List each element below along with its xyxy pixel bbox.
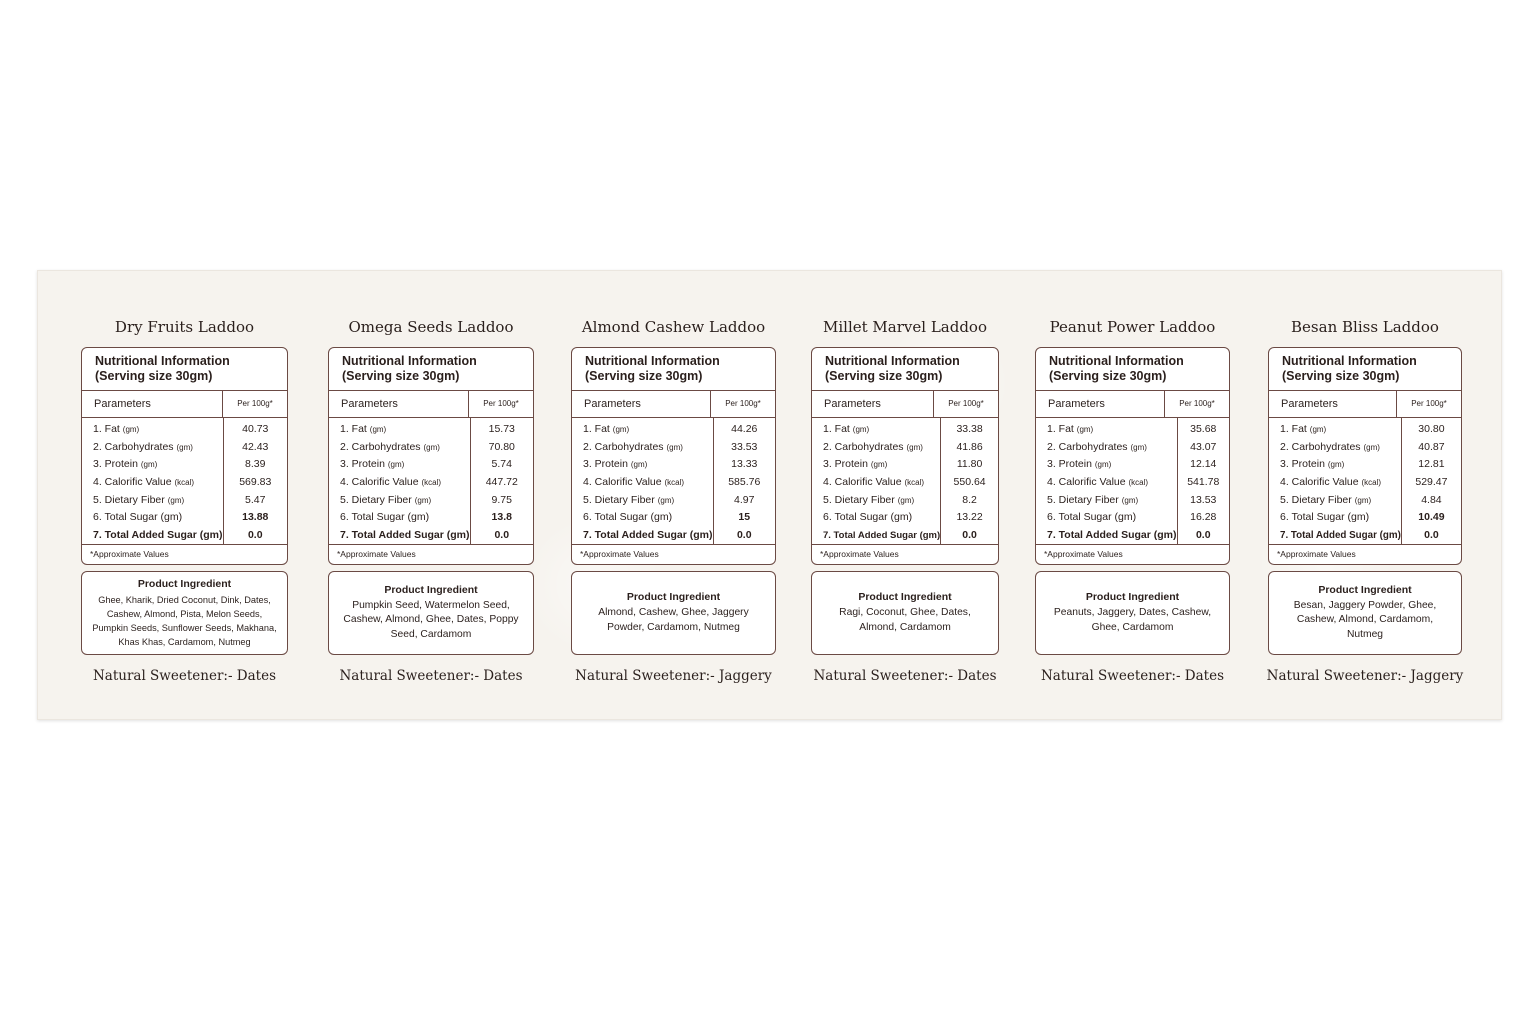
approximate-note: *Approximate Values — [1044, 549, 1123, 559]
ingredient-list: Almond, Cashew, Ghee, Jaggery Powder, Cardamom, Nutmeg — [598, 607, 749, 633]
ingredient-list: Pumpkin Seed, Watermelon Seed, Cashew, Almond, Ghee, Dates, Poppy Seed, Cardamom — [343, 599, 519, 640]
ingredient-box — [1035, 571, 1230, 655]
row-added-sugar-value: 0.0 — [1424, 529, 1439, 542]
row-protein-label: 3. Protein (gm) — [1047, 458, 1112, 471]
row-fat-label: 1. Fat (gm) — [1280, 423, 1327, 435]
row-total-sugar-label: 6. Total Sugar (gm) — [1047, 511, 1137, 524]
nutrition-rows — [572, 418, 775, 545]
nutrition-table — [571, 347, 776, 565]
row-total-sugar-label: 6. Total Sugar (gm) — [583, 511, 673, 524]
row-fiber-value: 4.97 — [734, 493, 755, 506]
product-card-omega-seeds — [328, 271, 534, 719]
nutrition-title: Nutritional Information — [1049, 354, 1184, 368]
nutrition-rows — [1036, 418, 1229, 545]
row-calorific-label: 4. Calorific Value (kcal) — [823, 476, 925, 489]
nutrition-header — [812, 348, 998, 391]
ingredient-title: Product Ingredient — [626, 591, 721, 603]
row-total-sugar-value: 13.8 — [491, 511, 512, 524]
row-fiber-value: 4.84 — [1421, 493, 1442, 506]
per-100g-header: Per 100g* — [1411, 399, 1447, 408]
nutrition-table — [328, 347, 534, 565]
ingredient-title: Product Ingredient — [384, 583, 478, 596]
row-total-sugar-value: 15 — [738, 511, 751, 524]
approximate-note: *Approximate Values — [90, 549, 169, 559]
row-fat-label: 1. Fat (gm) — [93, 423, 140, 435]
row-total-sugar-label: 6. Total Sugar (gm) — [823, 511, 913, 524]
row-fiber-label: 5. Dietary Fiber (gm) — [340, 493, 432, 506]
row-total-sugar-label: 6. Total Sugar (gm) — [1280, 511, 1370, 524]
parameter-header-row — [572, 391, 775, 418]
parameter-header-row — [812, 391, 998, 418]
natural-sweetener: Natural Sweetener:- Dates — [1040, 668, 1225, 684]
row-fat-value: 35.68 — [1190, 423, 1217, 435]
row-fat-label: 1. Fat (gm) — [340, 423, 387, 435]
row-total-sugar-value: 13.22 — [956, 511, 983, 524]
approximate-note: *Approximate Values — [337, 549, 416, 559]
natural-sweetener: Natural Sweetener:- Dates — [813, 668, 997, 684]
row-calorific-value: 447.72 — [485, 476, 518, 489]
row-carbohydrates-value: 41.86 — [956, 440, 983, 453]
nutrition-header — [329, 348, 533, 391]
row-total-sugar-value: 13.88 — [242, 511, 269, 524]
nutrition-title: Nutritional Information — [585, 354, 720, 368]
row-protein-label: 3. Protein (gm) — [93, 458, 158, 471]
per-100g-header: Per 100g* — [483, 399, 519, 408]
row-protein-value: 8.39 — [245, 458, 266, 471]
parameters-header: Parameters — [572, 391, 711, 417]
row-fiber-label: 5. Dietary Fiber (gm) — [583, 493, 675, 506]
row-total-sugar-label: 6. Total Sugar (gm) — [340, 511, 430, 524]
ingredient-title: Product Ingredient — [1085, 591, 1180, 603]
product-title: Dry Fruits Laddoo — [114, 318, 255, 336]
parameters-header: Parameters — [1036, 391, 1165, 417]
natural-sweetener: Natural Sweetener:- Jaggery — [575, 668, 772, 684]
per-100g-header: Per 100g* — [725, 399, 761, 408]
row-fiber-label: 5. Dietary Fiber (gm) — [823, 493, 915, 506]
row-fiber-label: 5. Dietary Fiber (gm) — [1280, 493, 1372, 506]
serving-size: (Serving size 30gm) — [342, 369, 460, 383]
row-fat-value: 40.73 — [242, 423, 269, 435]
product-card-peanut-power — [1035, 271, 1230, 719]
per-100g-header: Per 100g* — [237, 399, 273, 408]
serving-size: (Serving size 30gm) — [95, 369, 213, 383]
row-protein-value: 12.81 — [1418, 458, 1445, 471]
row-fat-value: 44.26 — [731, 423, 758, 435]
nutrition-header — [1036, 348, 1229, 391]
natural-sweetener: Natural Sweetener:- Jaggery — [1266, 668, 1464, 684]
natural-sweetener: Natural Sweetener:- Dates — [92, 668, 277, 684]
row-fiber-label: 5. Dietary Fiber (gm) — [93, 493, 185, 506]
ingredient-title: Product Ingredient — [1318, 583, 1412, 596]
nutrition-header — [572, 348, 775, 391]
parameter-header-row — [329, 391, 533, 418]
ingredient-box — [328, 571, 534, 655]
row-calorific-value: 529.47 — [1415, 476, 1448, 489]
nutrition-title: Nutritional Information — [342, 354, 477, 368]
row-calorific-value: 585.76 — [728, 476, 761, 489]
nutrition-rows — [812, 418, 998, 545]
row-protein-value: 13.33 — [731, 458, 758, 471]
row-added-sugar-label: 7. Total Added Sugar (gm) — [340, 529, 470, 542]
row-fat-value: 15.73 — [488, 423, 515, 435]
product-card-almond-cashew — [571, 271, 776, 719]
approximate-note: *Approximate Values — [1277, 549, 1356, 559]
parameter-header-row — [82, 391, 287, 418]
row-carbohydrates-label: 2. Carbohydrates (gm) — [340, 440, 440, 453]
product-board — [37, 270, 1502, 720]
row-protein-value: 11.80 — [956, 458, 983, 471]
row-added-sugar-label: 7. Total Added Sugar (gm) — [1047, 529, 1177, 542]
nutrition-header — [1269, 348, 1461, 391]
serving-size: (Serving size 30gm) — [1282, 369, 1400, 383]
row-fiber-value: 9.75 — [491, 493, 512, 506]
ingredient-box — [571, 571, 776, 655]
serving-size: (Serving size 30gm) — [585, 369, 703, 383]
ingredient-box — [81, 571, 288, 655]
parameters-header: Parameters — [329, 391, 469, 417]
row-added-sugar-label: 7. Total Added Sugar (gm) — [583, 529, 713, 542]
approximate-note: *Approximate Values — [580, 549, 659, 559]
row-calorific-value: 550.64 — [953, 476, 986, 489]
nutrition-title: Nutritional Information — [95, 354, 230, 368]
row-calorific-value: 541.78 — [1187, 476, 1220, 489]
ingredient-title: Product Ingredient — [137, 577, 232, 590]
row-fat-label: 1. Fat (gm) — [823, 423, 870, 435]
row-fiber-value: 5.47 — [245, 493, 266, 506]
row-calorific-label: 4. Calorific Value (kcal) — [340, 476, 442, 489]
parameters-header: Parameters — [82, 391, 223, 417]
parameters-header: Parameters — [812, 391, 934, 417]
row-protein-label: 3. Protein (gm) — [340, 458, 405, 471]
nutrition-rows — [329, 418, 533, 545]
ingredient-title: Product Ingredient — [858, 591, 952, 603]
row-added-sugar-label: 7. Total Added Sugar (gm) — [823, 530, 941, 542]
row-carbohydrates-value: 40.87 — [1418, 440, 1445, 453]
row-protein-label: 3. Protein (gm) — [823, 458, 888, 471]
row-added-sugar-value: 0.0 — [1195, 529, 1211, 542]
row-protein-value: 5.74 — [491, 458, 512, 471]
nutrition-table — [1268, 347, 1462, 565]
row-carbohydrates-value: 70.80 — [488, 440, 515, 453]
row-added-sugar-value: 0.0 — [962, 529, 977, 542]
product-title: Peanut Power Laddoo — [1049, 318, 1216, 336]
product-title: Almond Cashew Laddoo — [581, 318, 766, 336]
row-calorific-label: 4. Calorific Value (kcal) — [583, 476, 685, 489]
row-carbohydrates-label: 2. Carbohydrates (gm) — [1047, 440, 1147, 453]
nutrition-table — [81, 347, 288, 565]
row-fat-value: 30.80 — [1418, 423, 1445, 435]
ingredient-box — [1268, 571, 1462, 655]
row-added-sugar-label: 7. Total Added Sugar (gm) — [93, 529, 223, 542]
ingredient-list: Besan, Jaggery Powder, Ghee, Cashew, Almond, Cardamom, Nutmeg — [1293, 599, 1437, 640]
row-protein-label: 3. Protein (gm) — [1280, 458, 1345, 471]
row-total-sugar-label: 6. Total Sugar (gm) — [93, 511, 183, 524]
row-fat-label: 1. Fat (gm) — [1047, 423, 1094, 435]
natural-sweetener: Natural Sweetener:- Dates — [339, 668, 523, 684]
nutrition-table — [1035, 347, 1230, 565]
parameter-header-row — [1269, 391, 1461, 418]
product-card-besan-bliss — [1268, 271, 1462, 719]
row-total-sugar-value: 10.49 — [1418, 511, 1445, 524]
row-fiber-label: 5. Dietary Fiber (gm) — [1047, 493, 1139, 506]
product-card-dry-fruits — [81, 271, 288, 719]
row-fat-label: 1. Fat (gm) — [583, 423, 630, 435]
row-total-sugar-value: 16.28 — [1190, 511, 1217, 524]
row-carbohydrates-label: 2. Carbohydrates (gm) — [93, 440, 193, 453]
row-added-sugar-value: 0.0 — [736, 529, 752, 542]
row-fat-value: 33.38 — [956, 423, 983, 435]
ingredient-list: Ghee, Kharik, Dried Coconut, Dink, Dates, Cashew, Almond, Pista, Melon Seeds, Pumpkin Seeds, Sunflower Seeds, Makhana, Khas Khas, Cardamom, Nutmeg — [92, 594, 277, 647]
nutrition-title: Nutritional Information — [1282, 354, 1417, 368]
row-carbohydrates-label: 2. Carbohydrates (gm) — [583, 440, 683, 453]
nutrition-header — [82, 348, 287, 391]
serving-size: (Serving size 30gm) — [825, 369, 943, 383]
row-protein-value: 12.14 — [1190, 458, 1217, 471]
per-100g-header: Per 100g* — [948, 399, 984, 408]
row-carbohydrates-value: 43.07 — [1190, 440, 1217, 453]
row-carbohydrates-label: 2. Carbohydrates (gm) — [823, 440, 923, 453]
row-protein-label: 3. Protein (gm) — [583, 458, 648, 471]
ingredient-box — [811, 571, 999, 655]
product-title: Besan Bliss Laddoo — [1291, 318, 1439, 336]
row-added-sugar-value: 0.0 — [247, 529, 263, 542]
per-100g-header: Per 100g* — [1179, 399, 1215, 408]
row-calorific-label: 4. Calorific Value (kcal) — [1280, 476, 1382, 489]
row-calorific-value: 569.83 — [239, 476, 272, 489]
ingredient-list: Ragi, Coconut, Ghee, Dates, Almond, Cardamom — [839, 607, 971, 633]
row-fiber-value: 8.2 — [962, 493, 977, 506]
product-card-millet-marvel — [811, 271, 999, 719]
serving-size: (Serving size 30gm) — [1049, 369, 1167, 383]
row-carbohydrates-value: 33.53 — [731, 440, 758, 453]
product-title: Millet Marvel Laddoo — [823, 318, 987, 336]
nutrition-rows — [1269, 418, 1461, 545]
row-carbohydrates-label: 2. Carbohydrates (gm) — [1280, 440, 1380, 453]
row-carbohydrates-value: 42.43 — [242, 440, 269, 453]
row-calorific-label: 4. Calorific Value (kcal) — [93, 476, 195, 489]
ingredient-list: Peanuts, Jaggery, Dates, Cashew, Ghee, Cardamom — [1053, 607, 1212, 633]
row-added-sugar-value: 0.0 — [494, 529, 510, 542]
nutrition-title: Nutritional Information — [825, 354, 960, 368]
row-fiber-value: 13.53 — [1190, 493, 1217, 506]
row-added-sugar-label: 7. Total Added Sugar (gm) — [1280, 530, 1401, 542]
nutrition-table — [811, 347, 999, 565]
parameter-header-row — [1036, 391, 1229, 418]
approximate-note: *Approximate Values — [820, 549, 899, 559]
nutrition-rows — [82, 418, 287, 545]
row-calorific-label: 4. Calorific Value (kcal) — [1047, 476, 1149, 489]
parameters-header: Parameters — [1269, 391, 1397, 417]
product-title: Omega Seeds Laddoo — [348, 318, 514, 336]
